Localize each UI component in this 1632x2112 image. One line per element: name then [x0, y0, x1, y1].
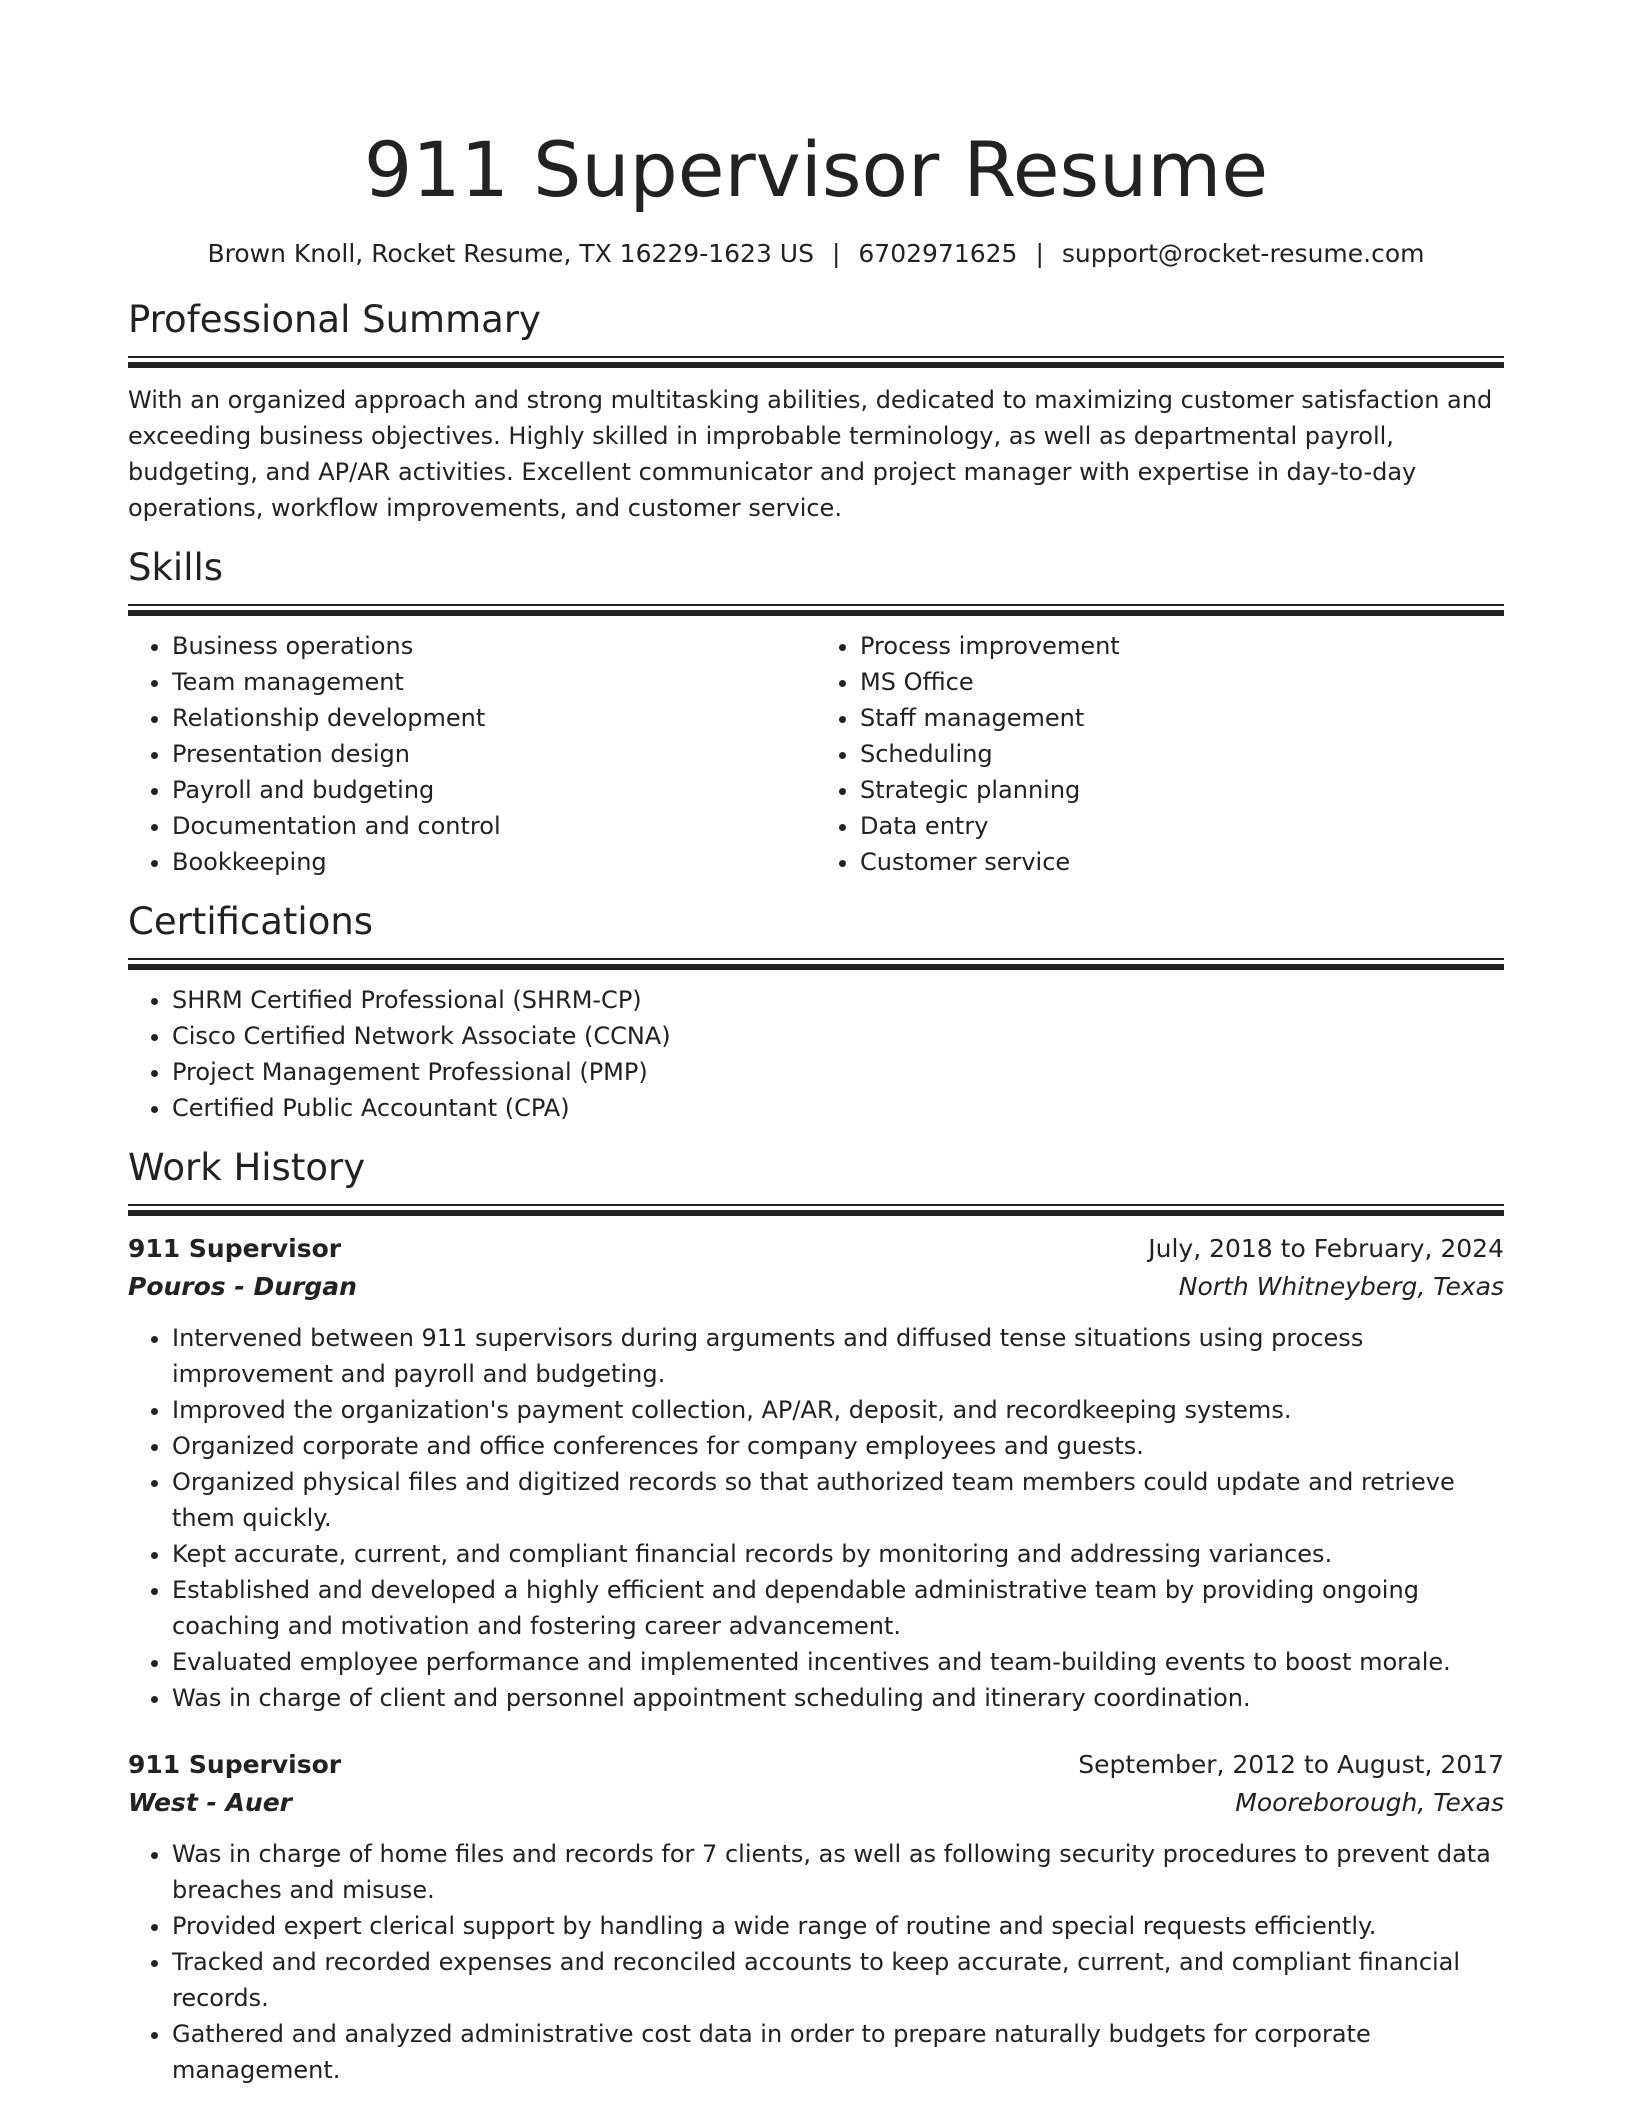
certification-item: • Project Management Professional (PMP)	[172, 1054, 1504, 1090]
job-bullet: • Intervened between 911 supervisors during arguments and diffused tense situations using process improvement and payroll and budgeting.	[172, 1320, 1504, 1392]
section-title-work-history: Work History	[128, 1146, 366, 1189]
summary-section	[128, 296, 1504, 526]
job-dates: September, 2012 to August, 2017	[1078, 1750, 1504, 1779]
skill-item: • Documentation and control	[172, 808, 816, 844]
job-bullets	[128, 1320, 1504, 1716]
skill-item: • Payroll and budgeting	[172, 772, 816, 808]
job-title: 911 Supervisor	[128, 1234, 342, 1263]
skill-item: • Staff management	[860, 700, 1504, 736]
skills-columns	[128, 616, 1504, 880]
skills-section	[128, 544, 1504, 880]
skill-item: • MS Office	[860, 664, 1504, 700]
job-bullet: • Provided expert clerical support by handling a wide range of routine and special requests efficiently.	[172, 1908, 1504, 1944]
certifications-list	[128, 982, 1504, 1126]
section-title-certifications: Certifications	[128, 900, 374, 943]
contact-line	[128, 236, 1504, 272]
job-bullet: • Kept accurate, current, and compliant financial records by monitoring and addressing variances.	[172, 1536, 1504, 1572]
contact-separator: |	[831, 239, 841, 268]
job-company: West - Auer	[128, 1788, 292, 1817]
job-header	[128, 1746, 1504, 1784]
job-bullet: • Organized corporate and office conferences for company employees and guests.	[172, 1428, 1504, 1464]
job-bullet: • Was in charge of client and personnel appointment scheduling and itinerary coordination.	[172, 1680, 1504, 1716]
skill-item: • Business operations	[172, 628, 816, 664]
job-bullet: • Gathered and analyzed administrative cost data in order to prepare naturally budgets for corporate management.	[172, 2016, 1504, 2088]
job-company: Pouros - Durgan	[128, 1272, 357, 1301]
job-dates: July, 2018 to February, 2024	[1148, 1234, 1504, 1263]
skill-item: • Strategic planning	[860, 772, 1504, 808]
job-bullet: • Established and developed a highly efficient and dependable administrative team by providing ongoing coaching and motivation and fostering career advancement.	[172, 1572, 1504, 1644]
certification-item: • SHRM Certified Professional (SHRM-CP)	[172, 982, 1504, 1018]
section-divider	[128, 604, 1504, 616]
section-divider	[128, 958, 1504, 970]
skills-list-right	[816, 628, 1504, 880]
skill-item: • Data entry	[860, 808, 1504, 844]
skill-item: • Process improvement	[860, 628, 1504, 664]
work-history-section	[128, 1144, 1504, 2088]
job-entry	[128, 1746, 1504, 2088]
skill-item: • Team management	[172, 664, 816, 700]
job-location: North Whitneyberg, Texas	[1178, 1272, 1504, 1301]
job-bullet: • Tracked and recorded expenses and reconciled accounts to keep accurate, current, and compliant financial records.	[172, 1944, 1504, 2016]
skill-item: • Scheduling	[860, 736, 1504, 772]
section-title-summary: Professional Summary	[128, 298, 541, 341]
job-bullet: • Was in charge of home files and records for 7 clients, as well as following security procedures to prevent data breaches and misuse.	[172, 1836, 1504, 1908]
section-title-skills: Skills	[128, 546, 224, 589]
section-divider	[128, 356, 1504, 368]
certifications-section	[128, 898, 1504, 1126]
job-title: 911 Supervisor	[128, 1750, 342, 1779]
summary-text: With an organized approach and strong multitasking abilities, dedicated to maximizing customer satisfaction and exceeding business objectives. Highly skilled in improbable terminology, as well as departmental payroll, budgeting, and AP/AR activities. Excellent communicator and project manager with expertise in day-to-day operations, workflow improvements, and customer service.	[128, 386, 1493, 522]
certification-item: • Cisco Certified Network Associate (CCNA)	[172, 1018, 1504, 1054]
job-bullet: • Organized physical files and digitized records so that authorized team members could update and retrieve them quickly.	[172, 1464, 1504, 1536]
job-bullet: • Improved the organization's payment collection, AP/AR, deposit, and recordkeeping systems.	[172, 1392, 1504, 1428]
contact-address: Brown Knoll, Rocket Resume, TX 16229-1623 US	[207, 239, 814, 268]
contact-separator: |	[1035, 239, 1044, 268]
job-entry	[128, 1230, 1504, 1716]
contact-phone: 6702971625	[858, 239, 1018, 268]
skills-list-left	[128, 628, 816, 880]
job-bullet: • Evaluated employee performance and implemented incentives and team-building events to boost morale.	[172, 1644, 1504, 1680]
section-divider	[128, 1204, 1504, 1216]
job-subheader	[128, 1784, 1504, 1822]
job-bullets	[128, 1836, 1504, 2088]
skill-item: • Bookkeeping	[172, 844, 816, 880]
resume-title: 911 Supervisor Resume	[363, 125, 1269, 214]
skill-item: • Customer service	[860, 844, 1504, 880]
job-location: Mooreborough, Texas	[1235, 1788, 1504, 1817]
certification-item: • Certified Public Accountant (CPA)	[172, 1090, 1504, 1126]
job-subheader	[128, 1268, 1504, 1306]
job-header	[128, 1230, 1504, 1268]
contact-email: support@rocket-resume.com	[1061, 239, 1425, 268]
skill-item: • Relationship development	[172, 700, 816, 736]
skill-item: • Presentation design	[172, 736, 816, 772]
